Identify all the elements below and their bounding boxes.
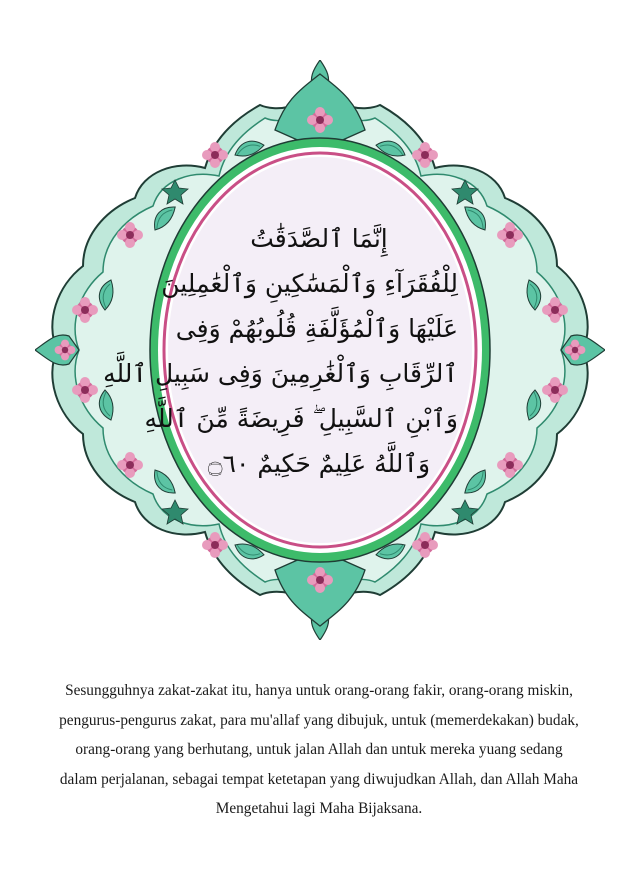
translation-line: Mengetahui lagi Maha Bijaksana. — [215, 800, 423, 817]
verse-line: وَٱللَّهُ عَلِيمٌ حَكِيمٌ ۝٦٠ — [207, 449, 431, 478]
translation-line: Sesungguhnya zakat-zakat itu, hanya untuk orang-orang fakir, orang-orang miskin, — [65, 682, 573, 699]
verse-line: وَٱبْنِ ٱلسَّبِيلِ ۖ فَرِيضَةً مِّنَ ٱللَّهِ — [144, 404, 458, 433]
verse-line: ٱلرِّقَابِ وَٱلْغَٰرِمِينَ وَفِى سَبِيلِ ٱللَّهِ — [103, 359, 458, 388]
verse-arabic — [103, 216, 458, 486]
verse-line: عَلَيْهَا وَٱلْمُؤَلَّفَةِ قُلُوبُهُمْ وَفِى — [175, 314, 458, 343]
translation-line: pengurus-pengurus zakat, para mu'allaf yang dibujuk, untuk (memerdekakan) budak, — [59, 711, 579, 729]
verse-line: إِنَّمَا ٱلصَّدَقَٰتُ — [250, 224, 388, 253]
translation-text — [40, 676, 598, 824]
translation-line: dalam perjalanan, sebagai tempat ketetapan yang diwujudkan Allah, dan Allah Maha — [59, 770, 579, 788]
verse-line: لِلْفُقَرَآءِ وَٱلْمَسَٰكِينِ وَٱلْعَٰمِلِينَ — [161, 269, 458, 298]
translation-line: orang-orang yang berhutang, untuk jalan Allah dan untuk mereka yuang sedang — [75, 741, 563, 758]
